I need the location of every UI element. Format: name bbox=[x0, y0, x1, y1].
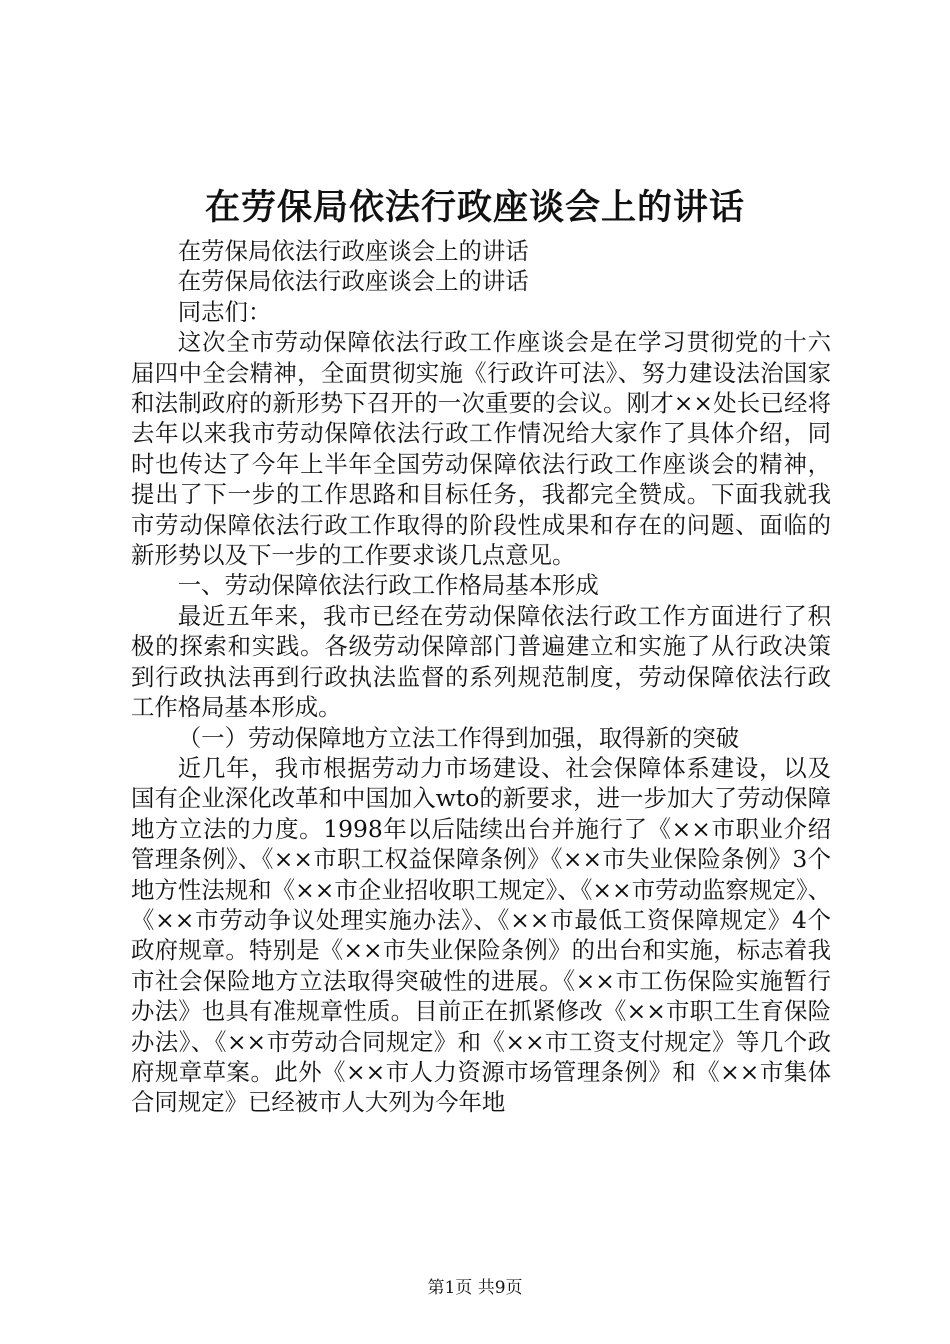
document-title: 在劳保局依法行政座谈会上的讲话 bbox=[204, 187, 745, 228]
paragraph-subtitle-1: 在劳保局依法行政座谈会上的讲话 bbox=[177, 237, 529, 265]
document-body bbox=[131, 236, 831, 1118]
paragraph-salutation: 同志们： bbox=[177, 297, 272, 326]
paragraph-subsection-1: 近几年，我市根据劳动力市场建设、社会保障体系建设，以及国有企业深化改革和中国加入wto的新要求，进一步加大了劳动保障地方立法的力度。1998年以后陆续出台并施行了《××市职业介绍管理条例》、《××市职工权益保障条例》《××市失业保险条例》3个地方性法规和《××市企业招收职工规定》、《××市劳动监察规定》、《××市劳动争议处理实施办法》、《××市最低工资保障规定》4个政府规章。特别是《××市失业保险条例》的出台和实施，标志着我市社会保险地方立法取得突破性的进展。《××市工伤保险实施暂行办法》也具有准规章性质。目前正在抓紧修改《××市职工生育保险办法》、《××市劳动合同规定》和《××市工资支付规定》等几个政府规章草案。此外《××市人力资源市场管理条例》和《××市集体合同规定》已经被市人大列为今年地 bbox=[131, 753, 831, 1117]
section-heading-1: 一、劳动保障依法行政工作格局基本形成 bbox=[177, 571, 599, 600]
paragraph-subtitle-2: 在劳保局依法行政座谈会上的讲话 bbox=[177, 267, 529, 296]
paragraph-section-1: 最近五年来，我市已经在劳动保障依法行政工作方面进行了积极的探索和实践。各级劳动保障部门普遍建立和实施了从行政决策到行政执法再到行政执法监督的系列规范制度，劳动保障依法行政工作格局基本形成。 bbox=[131, 601, 831, 722]
paragraph-intro: 这次全市劳动保障依法行政工作座谈会是在学习贯彻党的十六届四中全会精神，全面贯彻实施《行政许可法》、努力建设法治国家和法制政府的新形势下召开的一次重要的会议。刚才××处长已经将去年以来我市劳动保障依法行政工作情况给大家作了具体介绍，同时也传达了今年上半年全国劳动保障依法行政工作座谈会的精神，提出了下一步的工作思路和目标任务，我都完全赞成。下面我就我市劳动保障依法行政工作取得的阶段性成果和存在的问题、面临的新形势以及下一步的工作要求谈几点意见。 bbox=[131, 328, 831, 570]
subsection-heading-1: （一）劳动保障地方立法工作得到加强，取得新的突破 bbox=[177, 723, 740, 752]
page-number-footer: 第1页 共9页 bbox=[427, 1278, 523, 1298]
